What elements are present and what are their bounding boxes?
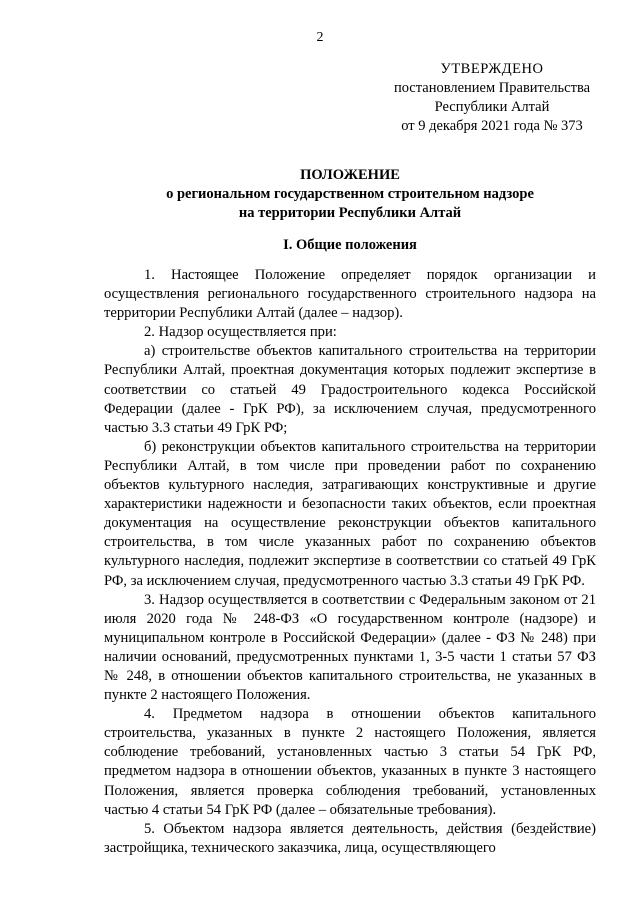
approval-line: Республики Алтай bbox=[434, 99, 550, 115]
paragraph: 1. Настоящее Положение определяет порядок организации и осуществления регионального государственного строительного надзора на территории Республики Алтай (далее – надзор). bbox=[104, 267, 596, 322]
paragraph: 5. Объектом надзора является деятельность, действия (бездействие) застройщика, технического заказчика, лица, осуществляющего bbox=[104, 820, 596, 856]
section-title: I. Общие положения bbox=[283, 237, 417, 253]
paragraph: 2. Надзор осуществляется при: bbox=[144, 324, 337, 341]
paragraph: б) реконструкции объектов капитального строительства на территории Республики Алтай, в том числе при проведении работ по сохранению объектов культурного наследия, затрагивающих конструктивные и другие характеристики надежности и безопасности таких объектов, если проектная документация на осуществление реконструкции объектов капитального строительства, в том числе указанных работ по сохранению объектов культурного наследия, подлежит экспертизе в соответствии со статьей 49 ГрК РФ, за исключением случая, предусмотренного частью 3.3 статьи 49 ГрК РФ. bbox=[104, 438, 596, 589]
paragraph: 4. Предметом надзора в отношении объектов капитального строительства, указанных в пункте 2 настоящего Положения, является соблюдение требований, установленных частью 3 статьи 54 ГрК РФ, предметом надзора в отношении объектов, указанных в пункте 3 настоящего Положения, является проверка соблюдения требований, установленных частью 4 статьи 54 ГрК РФ (далее – обязательные требования). bbox=[104, 706, 596, 818]
page-number: 2 bbox=[316, 30, 324, 45]
approval-line: постановлением Правительства bbox=[393, 80, 591, 96]
document-title-block bbox=[90, 166, 610, 223]
approval-stamp bbox=[376, 60, 608, 136]
approval-line: от 9 декабря 2021 года № 373 bbox=[401, 118, 583, 134]
paragraph: а) строительстве объектов капитального строительства на территории Республики Алтай, проектная документация которых подлежит экспертизе в соответствии со статьей 49 Градостроительного кодекса Российской Федерации (далее - ГрК РФ), за исключением случая, предусмотренного частью 3.3 статьи 49 ГрК РФ; bbox=[104, 343, 596, 436]
paragraph: 3. Надзор осуществляется в соответствии с Федеральным законом от 21 июля 2020 года № 248-ФЗ «О государственном контроле (надзоре) и муниципальном контроле в Российской Федерации» (далее - ФЗ № 248) при наличии оснований, предусмотренных пунктами 1, 3-5 части 1 статьи 57 ФЗ № 248, в отношении объектов капитального строительства, не указанных в пункте 2 настоящего Положения. bbox=[104, 591, 596, 704]
document-subtitle: о региональном государственном строительном надзоре bbox=[166, 186, 534, 202]
document-title: ПОЛОЖЕНИЕ bbox=[300, 167, 400, 183]
document-body bbox=[104, 266, 596, 858]
document-subtitle: на территории Республики Алтай bbox=[238, 205, 462, 221]
approval-title: УТВЕРЖДЕНО bbox=[440, 61, 544, 77]
